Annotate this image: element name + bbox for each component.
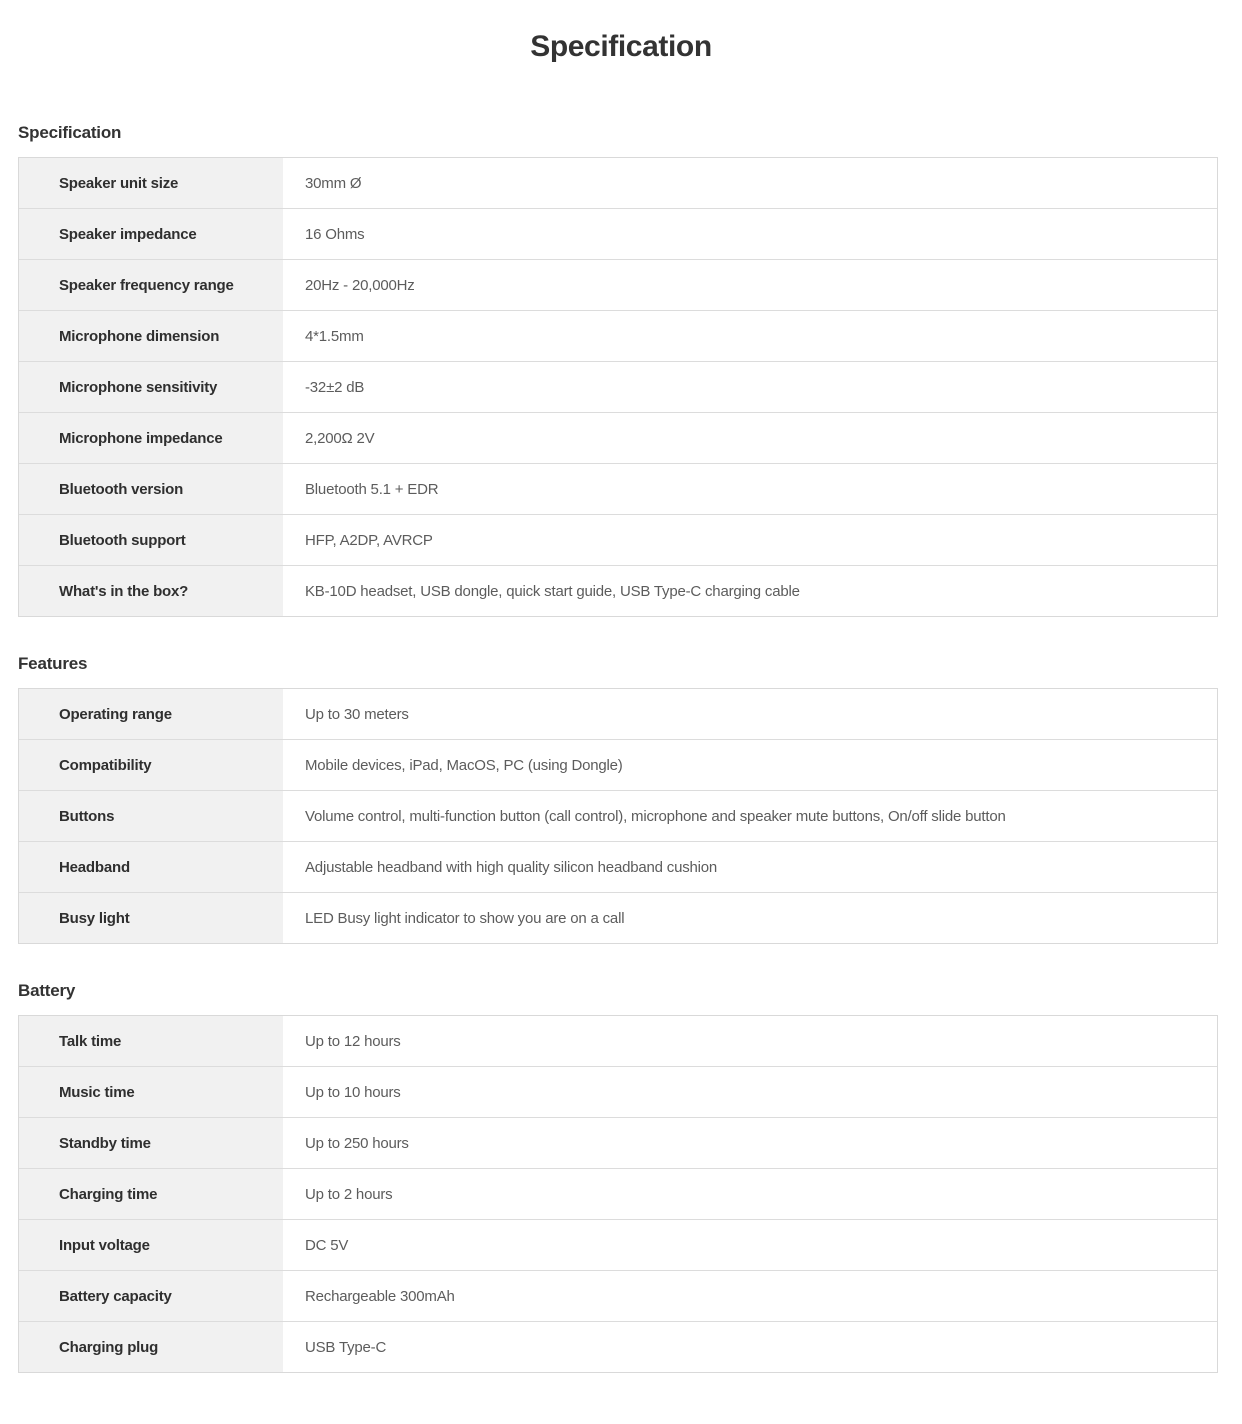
row-value: DC 5V bbox=[305, 1236, 349, 1254]
row-value: Bluetooth 5.1 + EDR bbox=[305, 480, 439, 498]
table-row bbox=[19, 413, 1217, 464]
row-label: Charging plug bbox=[19, 1322, 283, 1372]
table-row bbox=[19, 1322, 1217, 1372]
row-label: Speaker unit size bbox=[19, 158, 283, 208]
row-label: Music time bbox=[19, 1067, 283, 1117]
row-label: Microphone dimension bbox=[19, 311, 283, 361]
row-value: 20Hz - 20,000Hz bbox=[305, 276, 415, 294]
row-label: Microphone impedance bbox=[19, 413, 283, 463]
table-row bbox=[19, 1016, 1217, 1067]
page-title: Specification bbox=[530, 30, 712, 63]
table-row bbox=[19, 1118, 1217, 1169]
row-label: Bluetooth support bbox=[19, 515, 283, 565]
table-row bbox=[19, 464, 1217, 515]
row-value: 2,200Ω 2V bbox=[305, 429, 375, 447]
section-heading: Specification bbox=[18, 123, 122, 142]
section-features bbox=[18, 653, 1218, 944]
row-label: Operating range bbox=[19, 689, 283, 739]
row-value: Up to 12 hours bbox=[305, 1032, 401, 1050]
row-label: Microphone sensitivity bbox=[19, 362, 283, 412]
row-value: Volume control, multi-function button (call control), microphone and speaker mute buttons, On/off slide button bbox=[305, 807, 1006, 825]
row-value: 30mm Ø bbox=[305, 174, 362, 192]
row-value: Mobile devices, iPad, MacOS, PC (using Dongle) bbox=[305, 756, 623, 774]
row-label: Battery capacity bbox=[19, 1271, 283, 1321]
spec-table bbox=[18, 1015, 1218, 1373]
table-row bbox=[19, 740, 1217, 791]
table-row bbox=[19, 566, 1217, 616]
row-value: KB-10D headset, USB dongle, quick start guide, USB Type-C charging cable bbox=[305, 582, 800, 600]
row-value: Adjustable headband with high quality silicon headband cushion bbox=[305, 858, 718, 876]
table-row bbox=[19, 158, 1217, 209]
row-label: What's in the box? bbox=[19, 566, 283, 616]
table-row bbox=[19, 209, 1217, 260]
table-row bbox=[19, 1220, 1217, 1271]
table-row bbox=[19, 1169, 1217, 1220]
row-value: -32±2 dB bbox=[305, 378, 365, 396]
table-row bbox=[19, 1271, 1217, 1322]
section-specification bbox=[18, 122, 1218, 617]
row-label: Charging time bbox=[19, 1169, 283, 1219]
row-label: Standby time bbox=[19, 1118, 283, 1168]
section-heading: Battery bbox=[18, 981, 76, 1000]
row-label: Talk time bbox=[19, 1016, 283, 1066]
row-value: USB Type-C bbox=[305, 1338, 387, 1356]
row-value: 4*1.5mm bbox=[305, 327, 364, 345]
row-value: Rechargeable 300mAh bbox=[305, 1287, 455, 1305]
table-row bbox=[19, 515, 1217, 566]
row-label: Busy light bbox=[19, 893, 283, 943]
row-label: Speaker frequency range bbox=[19, 260, 283, 310]
row-value: Up to 2 hours bbox=[305, 1185, 393, 1203]
section-battery bbox=[18, 980, 1218, 1373]
table-row bbox=[19, 1067, 1217, 1118]
row-value: 16 Ohms bbox=[305, 225, 365, 243]
row-label: Input voltage bbox=[19, 1220, 283, 1270]
table-row bbox=[19, 791, 1217, 842]
spec-table bbox=[18, 157, 1218, 617]
row-label: Headband bbox=[19, 842, 283, 892]
table-row bbox=[19, 311, 1217, 362]
row-label: Buttons bbox=[19, 791, 283, 841]
spec-table bbox=[18, 688, 1218, 944]
row-value: Up to 10 hours bbox=[305, 1083, 401, 1101]
table-row bbox=[19, 893, 1217, 943]
row-value: HFP, A2DP, AVRCP bbox=[305, 531, 433, 549]
spec-sections bbox=[0, 122, 1242, 1373]
row-value: Up to 30 meters bbox=[305, 705, 409, 723]
section-heading: Features bbox=[18, 654, 88, 673]
row-value: LED Busy light indicator to show you are on a call bbox=[305, 909, 625, 927]
table-row bbox=[19, 362, 1217, 413]
table-row bbox=[19, 689, 1217, 740]
table-row bbox=[19, 260, 1217, 311]
row-label: Speaker impedance bbox=[19, 209, 283, 259]
row-label: Bluetooth version bbox=[19, 464, 283, 514]
row-value: Up to 250 hours bbox=[305, 1134, 409, 1152]
table-row bbox=[19, 842, 1217, 893]
row-label: Compatibility bbox=[19, 740, 283, 790]
